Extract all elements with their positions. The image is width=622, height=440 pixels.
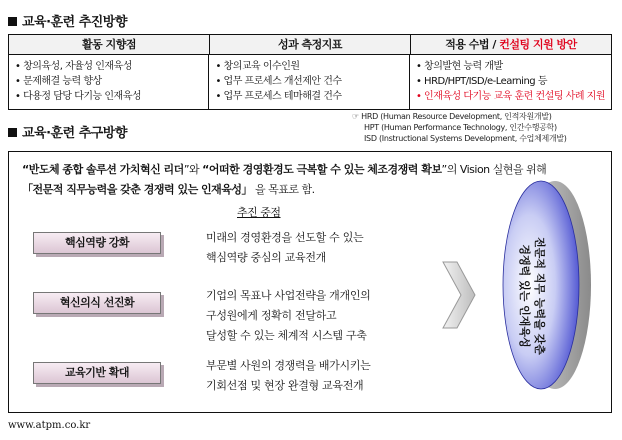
table-cell: • 창의육성, 자율성 인재육성 (15, 61, 132, 72)
intro-goal-rest: 을 목표로 함. (255, 183, 315, 196)
header-metrics: 성과 측정지표 (209, 35, 410, 54)
intro-line-1 (22, 160, 546, 180)
focus-label-core-competency: 핵심역량 강화 (33, 232, 161, 254)
desc-line: 기업의 목표나 사업전략을 개개인의 (206, 289, 371, 302)
section-title-pursuit (8, 122, 127, 141)
square-bullet-icon (8, 17, 17, 26)
focus-desc-2 (206, 286, 370, 346)
table-cell: • 문제해결 능력 향상 (15, 76, 102, 87)
desc-line: 핵심역량 중심의 교육전개 (206, 251, 326, 264)
table-cell: • 업무 프로세스 테마해결 건수 (215, 91, 342, 102)
table-header (9, 35, 611, 55)
goal-line-2: 경쟁력 있는 인재육성 (518, 244, 531, 348)
site-url: www.atpm.co.kr (8, 420, 91, 431)
desc-line: 달성할 수 있는 체계적 시스템 구축 (206, 329, 367, 342)
vision-intro (22, 160, 546, 200)
section-title-text: 교육·훈련 추진방향 (22, 15, 127, 30)
intro-rest: ”의 Vision 실현을 위해 (441, 163, 547, 176)
focus-desc-3 (206, 356, 370, 396)
focus-label-innovation: 혁신의식 선진화 (33, 292, 161, 314)
pursuit-box (8, 151, 612, 413)
desc-line: 부문별 사원의 경쟁력을 배가시키는 (206, 359, 371, 372)
intro-and: ”와 (183, 163, 203, 176)
note-line: HPT (Human Performance Technology, 인간수행공학) (364, 123, 557, 132)
intro-quote-2: “어떠한 경영환경도 극복할 수 있는 체조경쟁력 확보 (202, 163, 442, 176)
header-method-red: 컨설팅 지원 방안 (499, 38, 577, 51)
table-cell: • HRD/HPT/ISD/e-Learning 등 (415, 76, 547, 87)
goal-line-1: 전문적 직무 능력을 갖춘 (533, 237, 546, 355)
desc-line: 미래의 경영환경을 선도할 수 있는 (206, 231, 364, 244)
table-cell: • 업무 프로세스 개선제안 건수 (215, 76, 342, 87)
focus-label-education-base: 교육기반 확대 (33, 362, 161, 384)
table-cell: • 창의교육 이수인원 (215, 61, 300, 72)
intro-quote-1: “반도체 종합 솔루션 가치혁신 리더 (22, 163, 184, 176)
intro-goal: 「전문적 직무능력을 갖춘 경쟁력 있는 인재육성」 (22, 183, 253, 196)
header-method-prefix: 적용 수법 / (445, 38, 500, 51)
direction-table (8, 34, 612, 110)
table-cell-red: • 인재육성 다기능 교육 훈련 컨설팅 사례 지원 (415, 91, 605, 102)
note-line: ☞ HRD (Human Resource Development, 인적자원개발) (352, 112, 552, 121)
table-cell: • 창의발현 능력 개발 (415, 61, 503, 72)
square-bullet-icon (8, 128, 17, 137)
table-col-metrics (208, 55, 408, 109)
note-line: ISD (Instructional Systems Development, 수업체제개발) (364, 134, 567, 143)
header-method (410, 35, 611, 54)
abbreviation-note (352, 111, 567, 144)
table-col-activity (9, 55, 208, 109)
table-cell: • 다용정 담당 다기능 인재육성 (15, 91, 142, 102)
desc-line: 기회선점 및 현장 완결형 교육전개 (206, 379, 364, 392)
section-title-direction (8, 11, 127, 30)
desc-line: 구성원에게 정확히 전달하고 (206, 309, 337, 322)
table-body (9, 55, 611, 109)
intro-line-2 (22, 180, 546, 200)
section-title-text: 교육·훈련 추구방향 (22, 126, 127, 141)
header-activity: 활동 지향점 (82, 38, 136, 51)
goal-disc-text (507, 212, 553, 380)
chevron-arrow-icon (441, 260, 477, 330)
table-col-method (409, 55, 611, 109)
focus-desc-1 (206, 228, 363, 268)
focus-title: 추진 중점 (237, 206, 281, 219)
